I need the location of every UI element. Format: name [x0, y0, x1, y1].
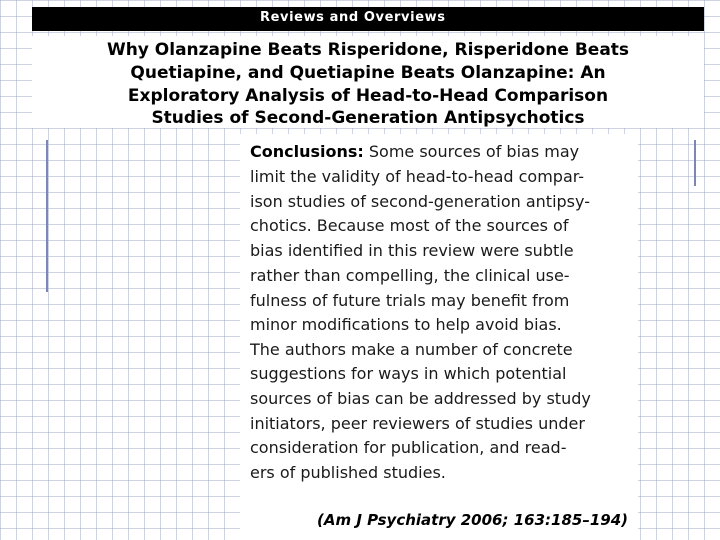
abstract-line-2: limit the validity of head-to-head compar- — [250, 167, 585, 186]
section-header-bar — [32, 7, 704, 31]
abstract-line-6: rather than compelling, the clinical use- — [250, 266, 570, 285]
abstract-line-14: ers of published studies. — [250, 463, 446, 482]
abstract-line-13: consideration for publication, and read- — [250, 438, 567, 457]
abstract-line-3: ison studies of second-generation antipsy- — [250, 192, 590, 211]
abstract-line-1 — [250, 142, 579, 161]
abstract-line-1-text: Some sources of bias may — [363, 142, 580, 161]
abstract-line-4: chotics. Because most of the sources of — [250, 216, 569, 235]
abstract-line-7: fulness of future trials may benefit from — [250, 291, 570, 310]
conclusions-heading: Conclusions: — [250, 142, 364, 161]
title-line-3: Exploratory Analysis of Head-to-Head Comparison — [127, 86, 609, 106]
abstract-line-9: The authors make a number of concrete — [250, 340, 573, 359]
left-accent-line — [46, 140, 48, 292]
title-line-2: Quetiapine, and Quetiapine Beats Olanzapine: An — [130, 63, 606, 83]
abstract-line-10: suggestions for ways in which potential — [250, 364, 567, 383]
abstract-line-12: initiators, peer reviewers of studies under — [250, 414, 585, 433]
title-line-4: Studies of Second-Generation Antipsychotics — [151, 108, 585, 128]
abstract-line-8: minor modifications to help avoid bias. — [250, 315, 562, 334]
abstract-line-11: sources of bias can be addressed by study — [250, 389, 591, 408]
title-line-1: Why Olanzapine Beats Risperidone, Risperidone Beats — [106, 40, 630, 60]
right-accent-line — [694, 140, 696, 186]
abstract-line-5: bias identified in this review were subtle — [250, 241, 574, 260]
journal-citation: (Am J Psychiatry 2006; 163:185–194) — [317, 511, 628, 529]
article-title — [32, 36, 704, 128]
section-label: Reviews and Overviews — [260, 10, 446, 25]
abstract-conclusions — [240, 134, 638, 540]
